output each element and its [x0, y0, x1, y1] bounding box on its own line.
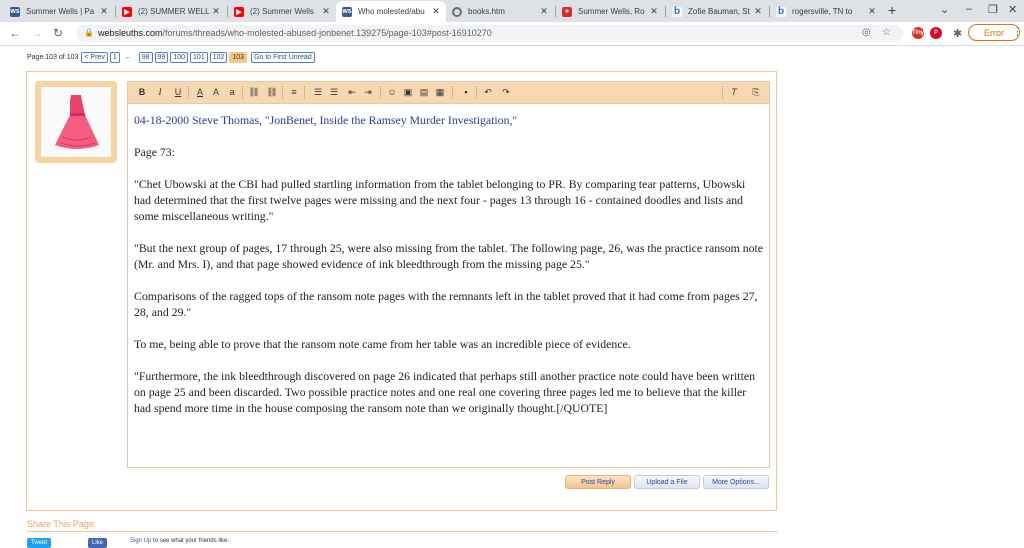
- tab-title: books.htm: [468, 7, 505, 16]
- browser-tab[interactable]: [556, 1, 664, 22]
- tab-title: Summer Wells, Ro: [578, 7, 645, 16]
- italic-button[interactable]: I: [158, 87, 162, 97]
- tab-search-icon[interactable]: ⌄: [940, 4, 950, 16]
- tab-close-icon[interactable]: ✕: [432, 6, 440, 16]
- page-current: 103: [229, 52, 247, 63]
- toolbar-divider: [304, 86, 305, 99]
- browser-tab[interactable]: [666, 1, 768, 22]
- browser-tab[interactable]: [770, 1, 882, 22]
- bookmark-star-icon[interactable]: ☆: [882, 27, 891, 38]
- like-caption-text: to see what your friends like.: [151, 538, 230, 544]
- page-link-101[interactable]: 101: [190, 52, 208, 63]
- tab-close-icon[interactable]: ✕: [212, 6, 220, 16]
- page-link-1[interactable]: 1: [110, 52, 120, 63]
- tab-close-icon[interactable]: ✕: [650, 6, 658, 16]
- page-link-100[interactable]: 100: [170, 52, 188, 63]
- avatar[interactable]: [41, 87, 111, 157]
- youtube-favicon-icon: ▶: [234, 7, 244, 17]
- url-host: websleuths.com: [98, 28, 163, 38]
- lock-icon[interactable]: 🔒: [84, 28, 94, 37]
- prev-page-link[interactable]: < Prev: [81, 52, 107, 63]
- font-size-button[interactable]: A: [212, 87, 219, 97]
- tweet-button[interactable]: Tweet: [27, 538, 51, 548]
- toggle-bbcode-icon[interactable]: ⎘: [752, 87, 760, 97]
- tab-close-icon[interactable]: ✕: [754, 6, 762, 16]
- align-left-icon[interactable]: ≡: [291, 87, 297, 97]
- unlink-icon[interactable]: ⛓: [266, 87, 278, 97]
- image-icon[interactable]: ▣: [403, 87, 413, 97]
- tab-title: Who molested/abu: [358, 7, 425, 16]
- url-text[interactable]: [98, 28, 492, 38]
- tab-close-icon[interactable]: ✕: [100, 6, 108, 16]
- tab-close-icon[interactable]: ✕: [540, 6, 548, 16]
- link-icon[interactable]: ⛓: [248, 87, 260, 97]
- browser-tab[interactable]: [228, 1, 336, 22]
- font-color-button[interactable]: A: [196, 87, 203, 97]
- menu-kebab-icon[interactable]: ⋮: [1012, 26, 1023, 38]
- avatar-frame: [35, 81, 117, 163]
- minimize-button[interactable]: –: [966, 3, 973, 15]
- eye-off-icon[interactable]: ◎: [862, 27, 871, 38]
- maps-favicon-icon: ●: [562, 7, 572, 17]
- share-divider: [27, 531, 777, 532]
- toolbar-divider: [476, 86, 477, 99]
- browser-toolbar: [0, 22, 1024, 46]
- maximize-button[interactable]: ❐: [988, 4, 998, 16]
- paragraph: Comparisons of the ragged tops of the ransom note pages with the remnants left in the tablet proved that it had come from pages 27, 28, and 29.": [134, 289, 758, 319]
- remove-format-icon[interactable]: T: [731, 87, 737, 97]
- browser-tab-strip: [0, 0, 1024, 22]
- media-icon[interactable]: ▤: [419, 87, 429, 97]
- editor-content[interactable]: [134, 112, 764, 432]
- tab-title: rogersville, TN to: [792, 7, 853, 16]
- browser-tab-active[interactable]: [336, 1, 446, 22]
- browser-tab[interactable]: [446, 1, 554, 22]
- pagination: [27, 52, 315, 63]
- save-draft-icon[interactable]: ▪: [464, 87, 468, 97]
- smilie-icon[interactable]: ☺: [387, 87, 397, 97]
- underline-button[interactable]: U: [174, 87, 182, 97]
- quote-source-link[interactable]: 04-18-2000 Steve Thomas, "JonBenet, Inside the Ramsey Murder Investigation,": [134, 113, 518, 127]
- tab-title: Summer Wells | Pa: [26, 7, 95, 16]
- url-path: /forums/threads/who-molested-abused-jonbenet.139275/page-103#post-16910270: [162, 28, 492, 38]
- websleuths-favicon-icon: ws: [342, 8, 352, 15]
- toolbar-divider: [242, 86, 243, 99]
- go-first-unread-link[interactable]: Go to First Unread: [251, 52, 315, 63]
- font-family-button[interactable]: a: [229, 87, 235, 97]
- paragraph: Page 73:: [134, 145, 175, 159]
- profile-error-button[interactable]: Error: [968, 24, 1020, 41]
- address-bar[interactable]: [76, 25, 903, 42]
- new-tab-button[interactable]: +: [888, 2, 897, 18]
- page-link-98[interactable]: 98: [139, 52, 153, 63]
- like-caption: [130, 538, 229, 544]
- sign-up-link[interactable]: Sign Up: [130, 538, 152, 544]
- share-heading: Share This Page: [27, 519, 94, 529]
- paragraph: "Furthermore, the ink bleedthrough discovered on page 26 indicated that perhaps still another practice note could have been written on page 25 and been discarded. Two possible practice notes and one real one covering three pages led me to believe that the killer had spend more time in the house composing the ransom note than we originally thought.[/QUOTE]: [134, 369, 755, 415]
- pink-dress-image: [41, 87, 111, 157]
- tab-title: Zofie Bauman, St: [688, 7, 750, 16]
- tab-title: (2) SUMMER WELL: [138, 7, 210, 16]
- extensions-puzzle-icon[interactable]: ✱: [953, 28, 963, 40]
- rich-text-editor[interactable]: [127, 81, 770, 468]
- undo-icon[interactable]: ↶: [484, 87, 492, 97]
- indent-icon[interactable]: ⇥: [364, 87, 372, 97]
- tab-close-icon[interactable]: ✕: [868, 6, 876, 16]
- extension-badge-icon[interactable]: Tiny: [912, 27, 924, 39]
- numbered-list-icon[interactable]: ☰: [329, 87, 339, 97]
- editor-toolbar: [128, 82, 769, 104]
- paragraph: To me, being able to prove that the ransom note came from her table was an incredible piece of evidence.: [134, 337, 631, 351]
- outdent-icon[interactable]: ⇤: [348, 87, 356, 97]
- bold-button[interactable]: B: [138, 87, 146, 97]
- page-count-label: Page 103 of 103: [27, 54, 79, 61]
- paragraph: "Chet Ubowski at the CBI had pulled startling information from the tablet belonging to PR. By comparing tear patterns, Ubowski had determined that the first twelve pages were missing and the next four - pages 13 through 16 - contained doodles and lists and some miscellaneous writing.": [134, 177, 746, 223]
- tab-title: (2) Summer Wells: [250, 7, 314, 16]
- toolbar-divider: [380, 86, 381, 99]
- back-button[interactable]: ←: [9, 26, 21, 40]
- toolbar-divider: [188, 86, 189, 99]
- page-link-102[interactable]: 102: [210, 52, 228, 63]
- toolbar-divider: [722, 86, 723, 99]
- facebook-like-button[interactable]: Like: [88, 538, 107, 548]
- paragraph: "But the next group of pages, 17 through 25, were also missing from the tablet. The following page, 26, was the practice ransom note (Mr. and Mrs. I), and that page showed evidence of ink bleedthrough from the missing page 25.": [134, 241, 764, 271]
- bing-favicon-icon: b: [777, 6, 785, 17]
- globe-favicon-icon: ◍: [453, 8, 461, 16]
- redo-icon[interactable]: ↷: [502, 87, 510, 97]
- reload-button[interactable]: ↻: [53, 26, 64, 40]
- pinterest-extension-icon[interactable]: P: [930, 27, 942, 39]
- post-reply-button[interactable]: Post Reply: [565, 475, 631, 489]
- tab-close-icon[interactable]: ✕: [322, 6, 330, 16]
- browser-tab[interactable]: [116, 1, 226, 22]
- toolbar-divider: [452, 86, 453, 99]
- pagination-jump-icon[interactable]: ←: [124, 54, 132, 61]
- toolbar-divider: [282, 86, 283, 99]
- bulleted-list-icon[interactable]: ☰: [313, 87, 323, 97]
- bing-favicon-icon: b: [673, 6, 681, 17]
- page-link-99[interactable]: 99: [155, 52, 169, 63]
- forward-button[interactable]: →: [31, 26, 43, 40]
- upload-file-button[interactable]: Upload a File: [634, 475, 700, 489]
- close-window-button[interactable]: ✕: [1008, 4, 1018, 16]
- youtube-favicon-icon: ▶: [122, 7, 132, 17]
- more-options-button[interactable]: More Options...: [703, 475, 769, 489]
- websleuths-favicon-icon: ws: [10, 8, 20, 15]
- browser-tab[interactable]: [4, 1, 114, 22]
- insert-icon[interactable]: ▦: [435, 87, 445, 97]
